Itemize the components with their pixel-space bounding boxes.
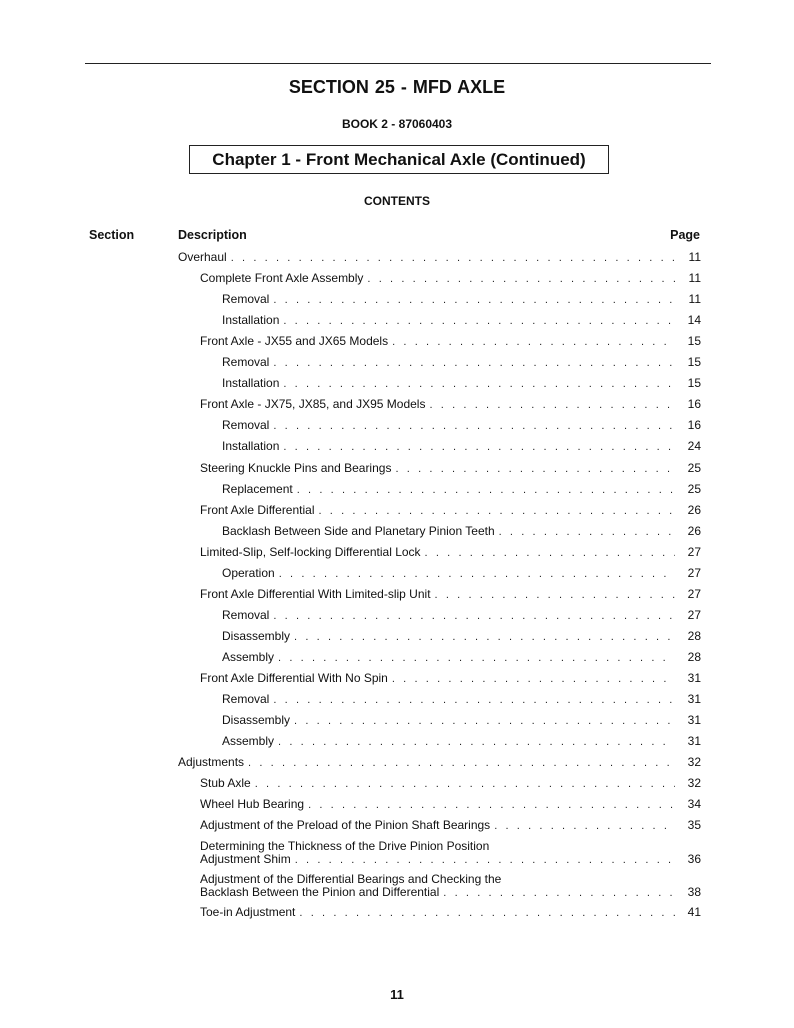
- toc-entry-page: 26: [687, 502, 701, 517]
- toc-entry-line: [222, 693, 701, 707]
- toc-entry-label: Replacement: [222, 481, 293, 496]
- toc-entry-label: Toe-in Adjustment: [200, 904, 296, 919]
- toc-entry-line: [200, 335, 701, 349]
- dot-leader: [283, 315, 675, 328]
- toc-entry-line: [222, 735, 701, 749]
- contents-heading: CONTENTS: [364, 194, 430, 208]
- toc-entry-line: [222, 356, 701, 370]
- toc-entry-page: 31: [687, 692, 701, 707]
- toc-entry-label: Assembly: [222, 734, 275, 749]
- toc-entry-label: Installation: [222, 313, 280, 328]
- toc-entry: [222, 567, 701, 581]
- toc-entry-line: [222, 525, 701, 539]
- toc-entry-label: Wheel Hub Bearing: [200, 797, 305, 812]
- toc-entry-page: 27: [687, 565, 701, 580]
- toc-entry-page: 15: [687, 355, 701, 370]
- toc-entry: [222, 356, 701, 370]
- dot-leader: [273, 420, 675, 433]
- toc-entry-page: 24: [687, 439, 701, 454]
- dot-leader: [273, 357, 675, 370]
- toc-entry-label: Removal: [222, 292, 270, 307]
- dot-leader: [297, 484, 675, 497]
- toc-entry-page: 32: [687, 755, 701, 770]
- toc-entry: [178, 251, 701, 265]
- dot-leader: [294, 715, 675, 728]
- dot-leader: [255, 778, 675, 791]
- toc-entry-line: [200, 504, 701, 518]
- toc-entry-page: 28: [687, 649, 701, 664]
- toc-entry: [222, 525, 701, 539]
- dot-leader: [367, 273, 675, 286]
- dot-leader: [279, 568, 675, 581]
- toc-entry-line: [200, 819, 701, 833]
- toc-entry-line: [200, 906, 701, 920]
- toc-entry-line: [222, 714, 701, 728]
- column-header-description: Description: [178, 228, 247, 242]
- toc-entry: [200, 398, 701, 412]
- toc-entry: [222, 630, 701, 644]
- toc-entry: [178, 756, 701, 770]
- toc-entry-label: Adjustment of the Preload of the Pinion Shaft Bearings: [200, 818, 491, 833]
- toc-entry-page: 27: [687, 607, 701, 622]
- toc-entry-page: 11: [688, 271, 701, 286]
- toc-entry-label: Installation: [222, 376, 280, 391]
- dot-leader: [283, 378, 675, 391]
- toc-entry-page: 11: [688, 292, 701, 307]
- toc-entry-page: 38: [687, 884, 701, 899]
- toc-entry: [200, 873, 701, 900]
- toc-entry-page: 27: [687, 544, 701, 559]
- toc-entry-page: 25: [687, 481, 701, 496]
- dot-leader: [308, 799, 675, 812]
- dot-leader: [273, 610, 675, 623]
- toc-entry: [200, 546, 701, 560]
- toc-entry: [200, 798, 701, 812]
- toc-entry-page: 31: [687, 713, 701, 728]
- toc-entry-page: 31: [687, 671, 701, 685]
- toc-entry-label: Removal: [222, 692, 270, 707]
- toc-entry-line: [200, 853, 701, 867]
- dot-leader: [494, 820, 675, 833]
- toc-entry: [222, 693, 701, 707]
- dot-leader: [429, 399, 675, 412]
- toc-entry-label: Front Axle - JX55 and JX65 Models: [200, 334, 389, 349]
- toc-entry-label: Assembly: [222, 649, 275, 664]
- toc-entry: [222, 735, 701, 749]
- toc-entry-label: Limited-Slip, Self-locking Differential Lock: [200, 544, 421, 559]
- toc-entry-page: 16: [687, 418, 701, 433]
- toc-entry-line: [222, 314, 701, 328]
- toc-entry: [200, 462, 701, 476]
- dot-leader: [295, 854, 675, 867]
- toc-entry-label: Adjustment Shim: [200, 852, 291, 867]
- toc-entry: [200, 840, 701, 867]
- toc-entry-page: 15: [687, 376, 701, 391]
- column-header-section: Section: [89, 228, 135, 242]
- toc-entry-label: Steering Knuckle Pins and Bearings: [200, 460, 392, 475]
- dot-leader: [248, 757, 675, 770]
- toc-entry-line: [200, 886, 701, 900]
- dot-leader: [392, 336, 675, 349]
- toc-entry: [200, 504, 701, 518]
- dot-leader: [395, 463, 675, 476]
- toc-entry-page: 14: [687, 313, 701, 328]
- toc-entry: [200, 906, 701, 920]
- toc-entry-label: Disassembly: [222, 628, 291, 643]
- toc-entry-label: Front Axle - JX75, JX85, and JX95 Models: [200, 397, 426, 412]
- toc-entry-line: [200, 272, 701, 286]
- toc-entry: [222, 293, 701, 307]
- toc-entry: [222, 609, 701, 623]
- toc-entry-page: 15: [687, 334, 701, 349]
- toc-entry: [222, 440, 701, 454]
- toc-entry-page: 26: [687, 523, 701, 538]
- toc-entry: [200, 672, 701, 686]
- dot-leader: [278, 736, 675, 749]
- toc-entry-label: Backlash Between Side and Planetary Pinion Teeth: [222, 523, 495, 538]
- toc-entry-label: Backlash Between the Pinion and Differential: [200, 884, 440, 899]
- toc-entry-line: [200, 777, 701, 791]
- toc-entry-label: Removal: [222, 607, 270, 622]
- toc-entry-label: Front Axle Differential: [200, 502, 315, 517]
- toc-entry-line: [222, 483, 701, 497]
- toc-entry: [200, 777, 701, 791]
- toc-entry-page: 41: [687, 904, 701, 919]
- toc-entry-page: 11: [688, 250, 701, 264]
- dot-leader: [278, 652, 675, 665]
- toc-entry-line: [222, 440, 701, 454]
- toc-entry-line: [200, 588, 701, 602]
- toc-entry-line: [222, 651, 701, 665]
- toc-entry-label: Operation: [222, 565, 275, 580]
- toc-entry: [222, 714, 701, 728]
- toc-entry: [200, 819, 701, 833]
- toc-entry-label: Removal: [222, 418, 270, 433]
- dot-leader: [319, 505, 676, 518]
- toc-entry-line: [222, 293, 701, 307]
- toc-entry-page: 36: [687, 852, 701, 867]
- toc-entry-line: [200, 546, 701, 560]
- toc-entry: [200, 335, 701, 349]
- toc-entry-label: Complete Front Axle Assembly: [200, 271, 364, 286]
- page-number: 11: [390, 987, 404, 1002]
- toc-entry-line: [178, 251, 701, 265]
- toc-entry-page: 27: [687, 586, 701, 601]
- toc-entry-page: 28: [687, 628, 701, 643]
- toc-entry: [222, 483, 701, 497]
- toc-entry-label: Removal: [222, 355, 270, 370]
- toc-entry-line: [200, 462, 701, 476]
- dot-leader: [294, 631, 675, 644]
- toc-entry-page: 25: [687, 460, 701, 475]
- toc-entry-page: 35: [687, 818, 701, 833]
- toc-entry-line: [222, 419, 701, 433]
- toc-entry-label: Stub Axle: [200, 776, 251, 791]
- dot-leader: [299, 907, 675, 920]
- book-number: BOOK 2 - 87060403: [341, 117, 453, 131]
- toc-entry-line: [200, 798, 701, 812]
- toc-entry: [222, 419, 701, 433]
- toc-entry-line: [222, 630, 701, 644]
- dot-leader: [392, 673, 675, 686]
- toc-entry: [222, 377, 701, 391]
- toc-entry: [200, 588, 701, 602]
- section-title: SECTION 25 - MFD AXLE: [288, 77, 506, 97]
- toc-entry-label: Overhaul: [178, 250, 227, 264]
- dot-leader: [283, 441, 675, 454]
- toc-entry-label: Installation: [222, 439, 280, 454]
- toc-entry-label: Front Axle Differential With No Spin: [200, 671, 388, 685]
- toc-entry: [222, 314, 701, 328]
- toc-entry-page: 32: [687, 776, 701, 791]
- toc-entry: [200, 272, 701, 286]
- dot-leader: [425, 547, 675, 560]
- toc-entry-line: [178, 756, 701, 770]
- toc-entry-page: 16: [687, 397, 701, 412]
- toc-entry-page: 34: [687, 797, 701, 812]
- dot-leader: [273, 694, 675, 707]
- toc-entry-label: Adjustments: [178, 755, 245, 770]
- toc-entry-line: [222, 377, 701, 391]
- column-header-page: Page: [670, 228, 700, 242]
- toc-entry-first-line: Determining the Thickness of the Drive Pinion Position: [200, 839, 490, 854]
- chapter-title: Chapter 1 - Front Mechanical Axle (Continued): [189, 145, 609, 174]
- dot-leader: [443, 887, 675, 900]
- dot-leader: [273, 294, 675, 307]
- toc-entry-line: [222, 567, 701, 581]
- toc-entry-page: 31: [687, 734, 701, 749]
- dot-leader: [499, 526, 675, 539]
- toc-entry: [222, 651, 701, 665]
- toc-entry-label: Front Axle Differential With Limited-slip Unit: [200, 586, 431, 601]
- dot-leader: [435, 589, 675, 602]
- toc-entry-line: [200, 672, 701, 686]
- toc-entry-first-line: Adjustment of the Differential Bearings and Checking the: [200, 871, 502, 886]
- dot-leader: [231, 252, 675, 265]
- toc-entry-label: Disassembly: [222, 713, 291, 728]
- toc-entry-line: [200, 398, 701, 412]
- toc-entry-line: [222, 609, 701, 623]
